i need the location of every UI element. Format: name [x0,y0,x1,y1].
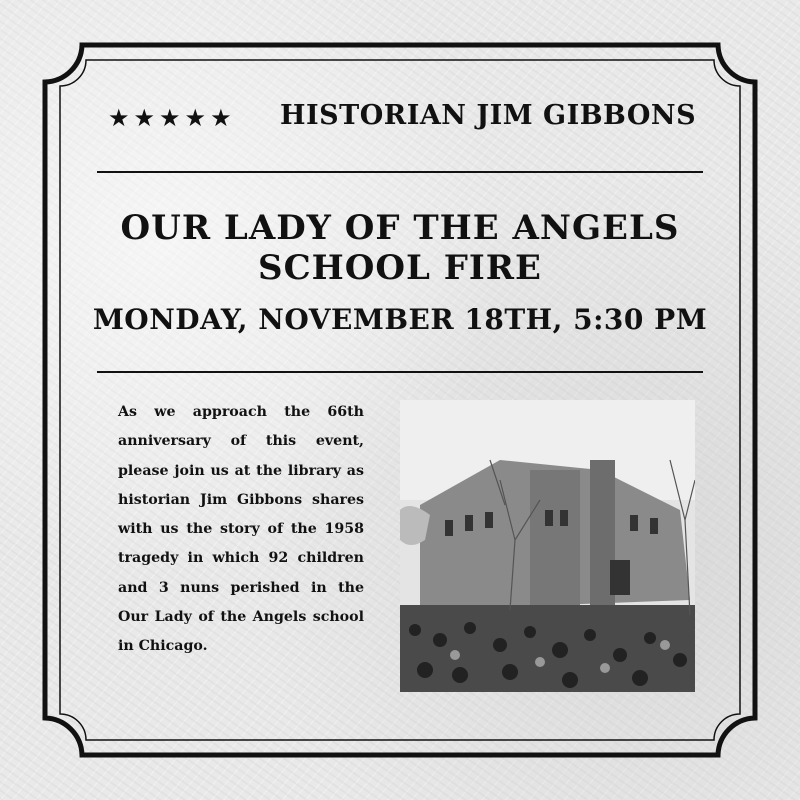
five-star-rating-icon: ★★★★★ [108,104,236,132]
event-title-line2: SCHOOL FIRE [258,248,542,288]
divider-top [97,171,703,173]
school-fire-photo [400,400,695,692]
speaker-name: HISTORIAN JIM GIBBONS [280,100,697,131]
event-description: As we approach the 66th anniversary of this event, please join us at the library as historian Jim Gibbons shares with us the story of the 1958 tragedy in which 92 children and 3 nuns perished in the Our Lady of the Angels school in Chicago. [118,404,364,655]
event-title-line1: OUR LADY OF THE ANGELS [120,208,680,248]
event-title [60,208,740,288]
event-datetime: MONDAY, NOVEMBER 18TH, 5:30 PM [92,303,708,336]
divider-bottom [97,371,703,373]
